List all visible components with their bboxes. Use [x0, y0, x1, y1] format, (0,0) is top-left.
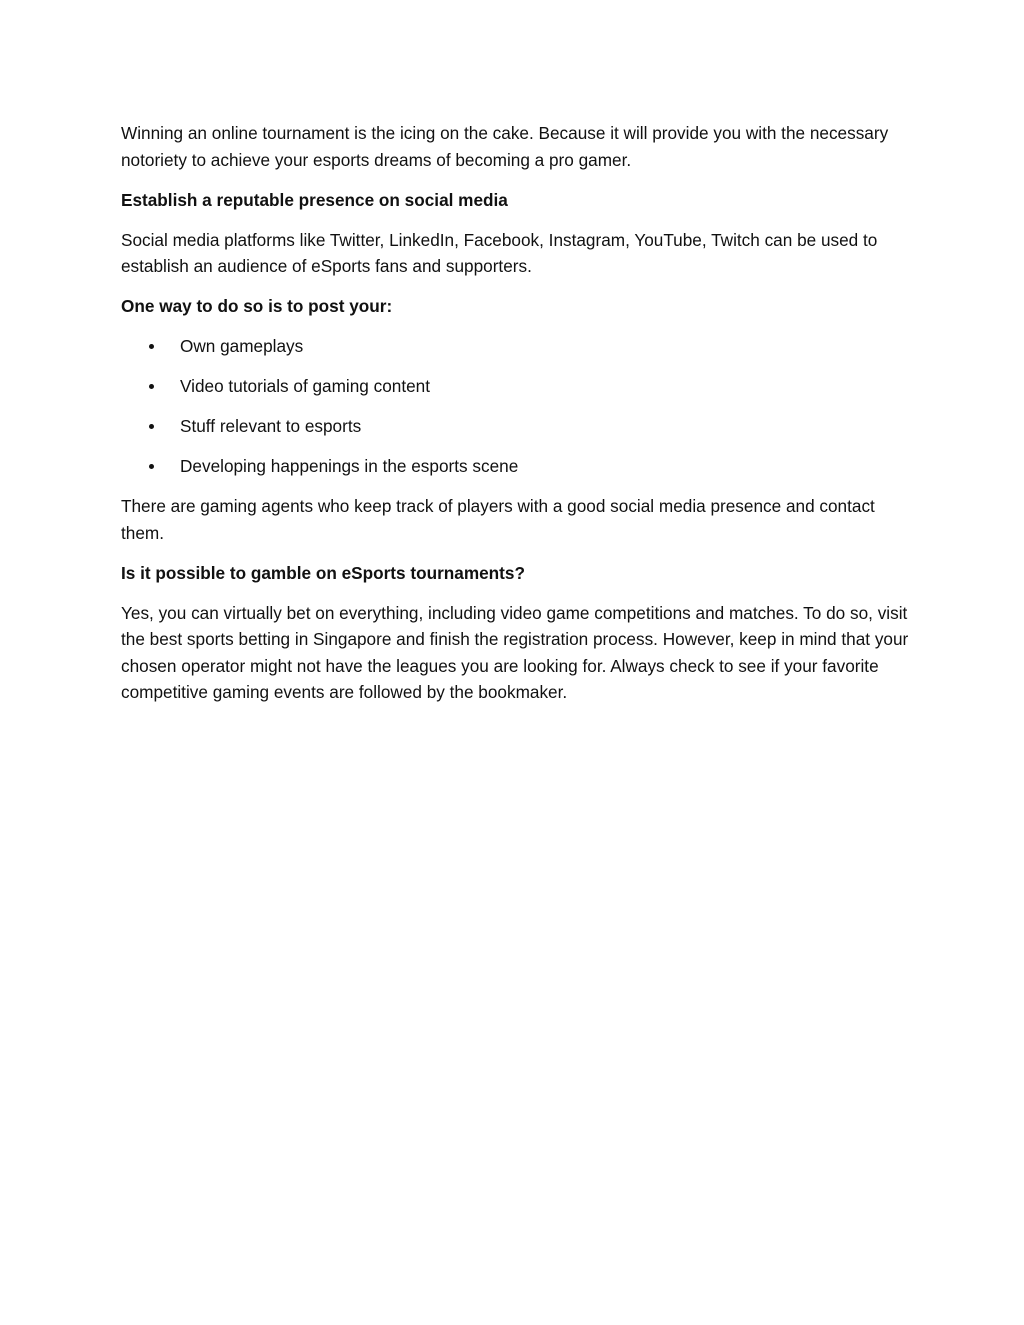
- bullet-dot-icon: [149, 384, 154, 389]
- agents-paragraph: There are gaming agents who keep track of players with a good social media presence and contact them.: [121, 496, 875, 543]
- list-item-text: Own gameplays: [180, 336, 304, 356]
- list-item-text: Developing happenings in the esports scene: [180, 456, 519, 476]
- list-item: [121, 413, 911, 440]
- list-item: [121, 373, 911, 400]
- bullet-dot-icon: [149, 464, 154, 469]
- bullet-dot-icon: [149, 344, 154, 349]
- heading-social-media: Establish a reputable presence on social media: [121, 189, 508, 210]
- intro-paragraph: Winning an online tournament is the icing on the cake. Because it will provide you with the necessary notoriety to achieve your esports dreams of becoming a pro gamer.: [121, 123, 889, 170]
- social-media-paragraph: Social media platforms like Twitter, LinkedIn, Facebook, Instagram, YouTube, Twitch can be used to establish an audience of eSports fans and supporters.: [121, 229, 878, 276]
- list-item: [121, 453, 911, 480]
- bullet-list: [121, 333, 911, 480]
- document-body: [121, 120, 911, 719]
- gamble-paragraph: Yes, you can virtually bet on everything, including video game competitions and matches. To do so, visit the best sports betting in Singapore and finish the registration process. However, keep in mind that your chosen operator might not have the leagues you are looking for. Always check to see if your favorite competitive gaming events are followed by the bookmaker.: [121, 602, 909, 702]
- list-item-text: Video tutorials of gaming content: [180, 376, 431, 396]
- heading-gamble: Is it possible to gamble on eSports tournaments?: [121, 562, 525, 583]
- list-item: [121, 333, 911, 360]
- heading-post-your: One way to do so is to post your:: [121, 296, 393, 316]
- bullet-dot-icon: [149, 424, 154, 429]
- list-item-text: Stuff relevant to esports: [180, 416, 362, 436]
